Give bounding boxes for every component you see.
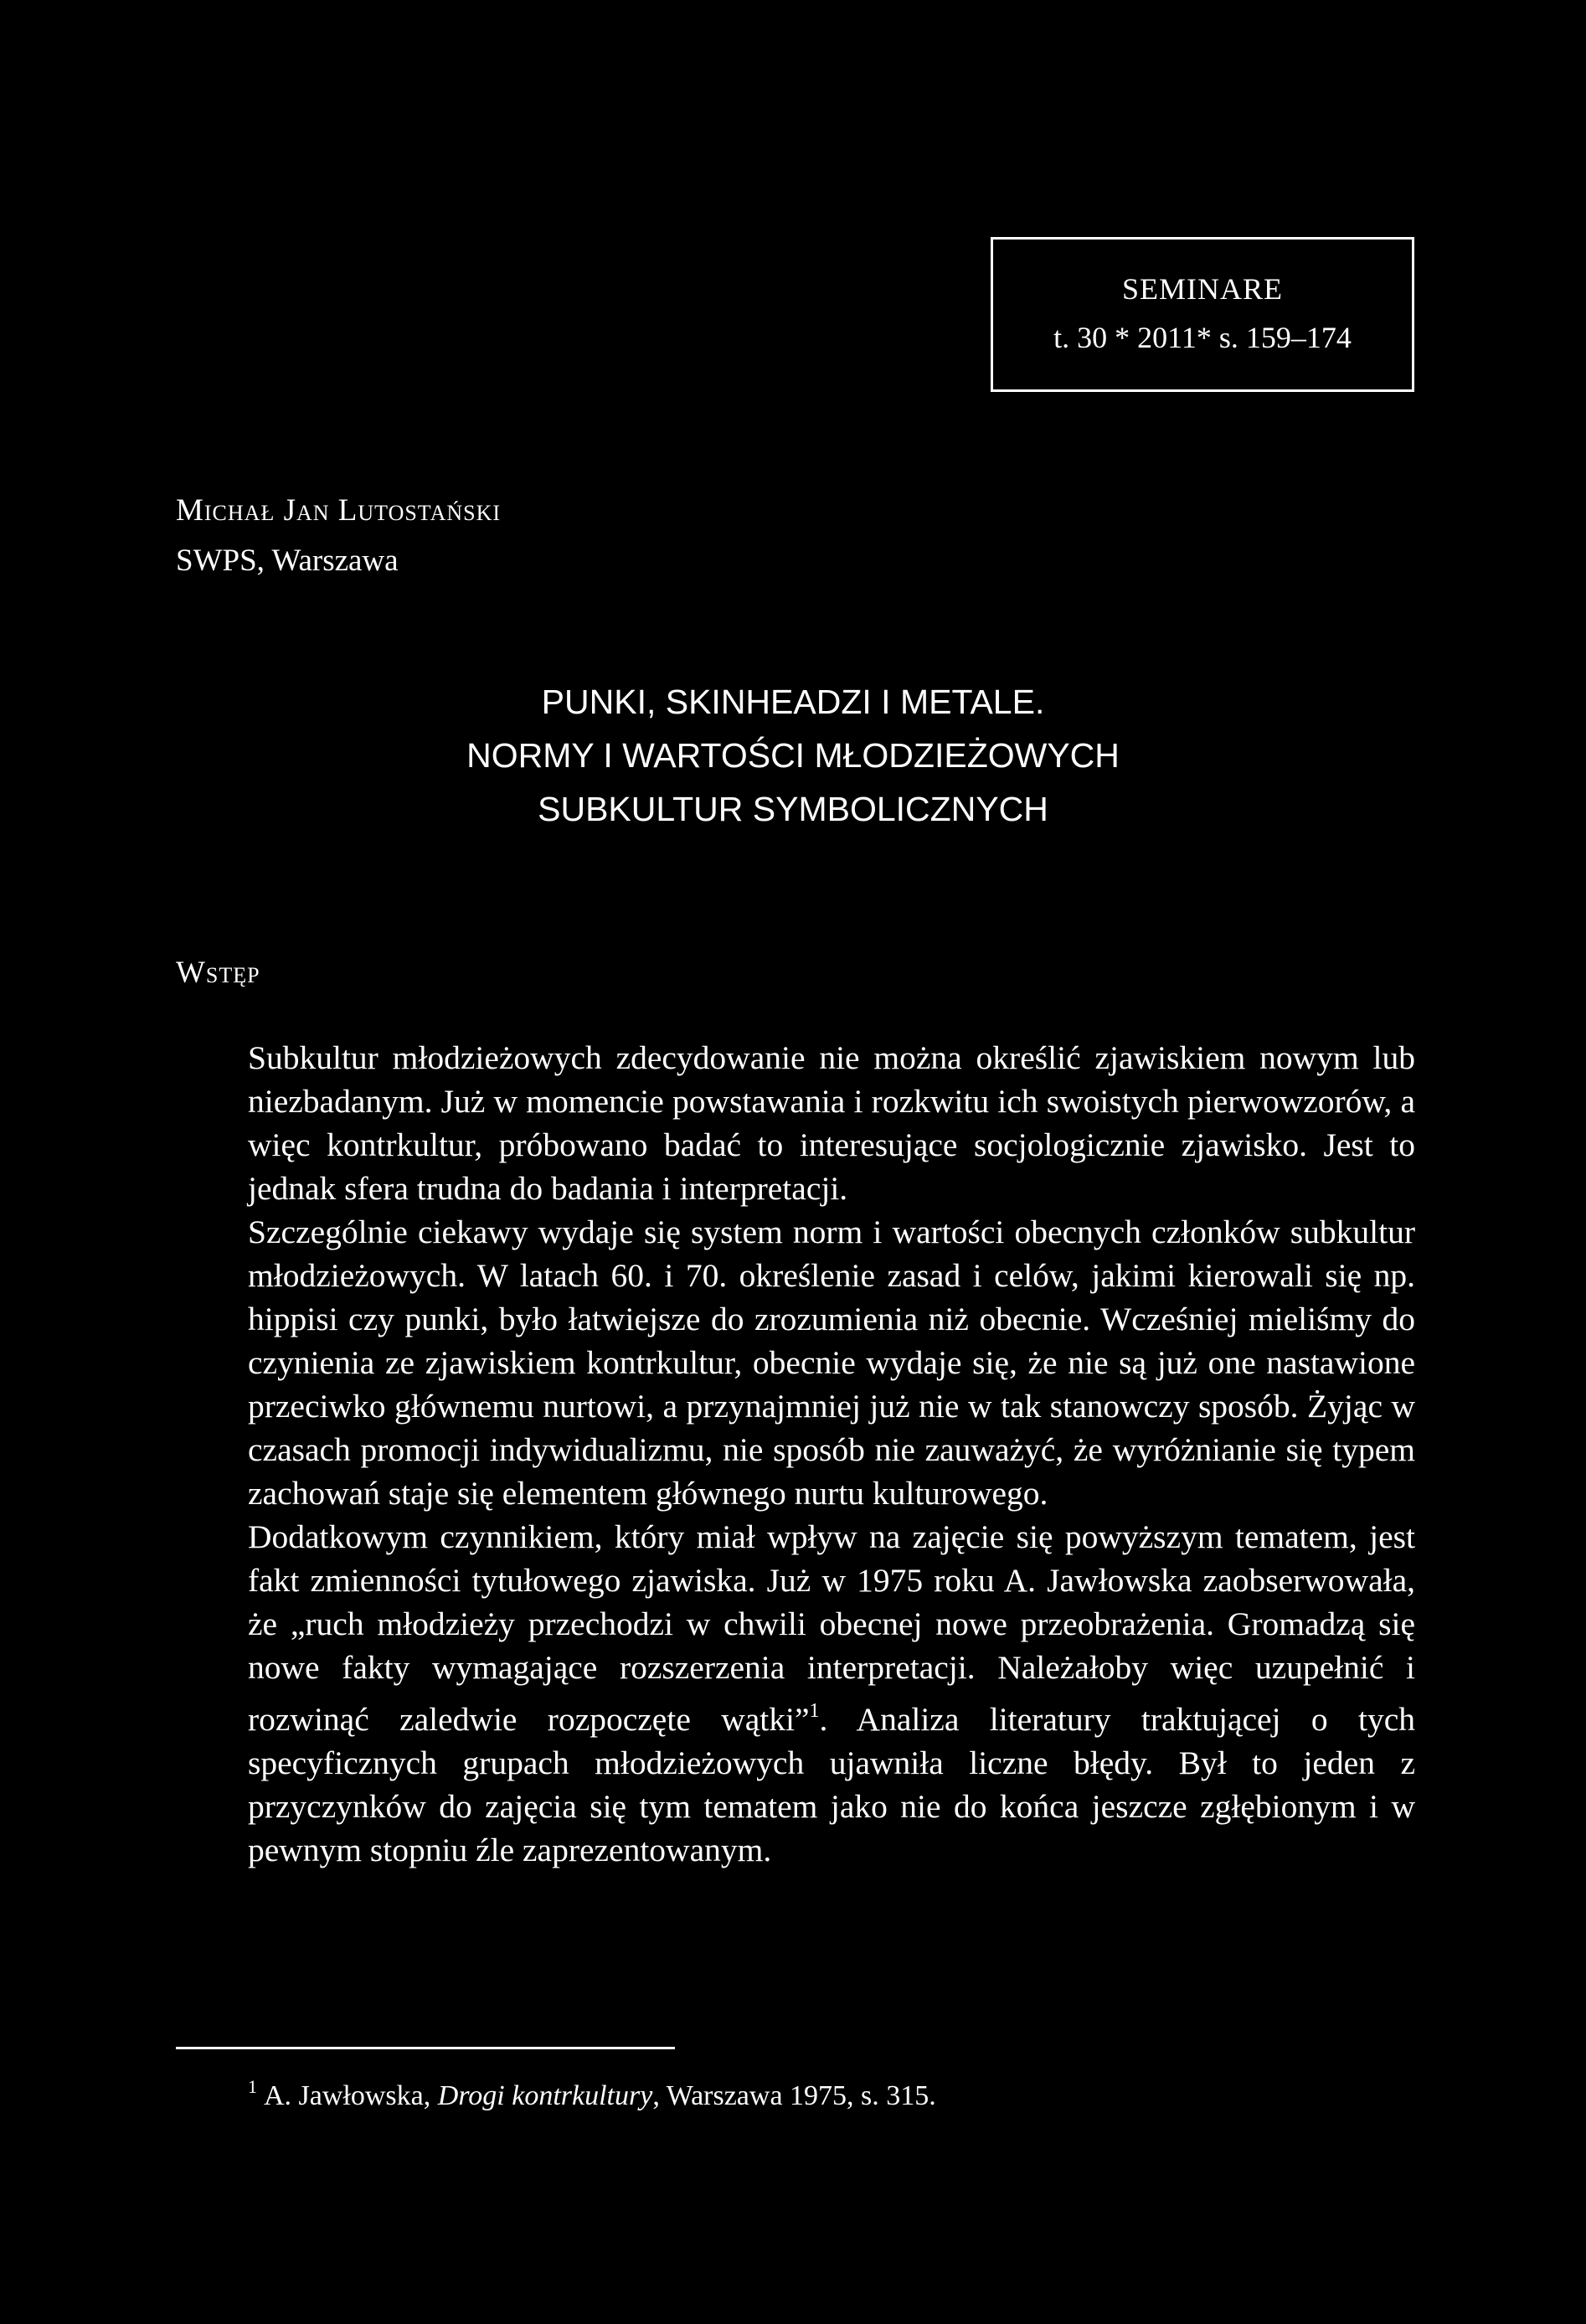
paragraph-3-text-after: . Analiza literatury traktującej o tych specyficznych grupach młodzieżowych ujawniła liczne błędy. Był to jeden z przyczynków do zajęcia się tym tematem jako nie do końca jeszcze zgłębionym i w pewnym stopniu źle zaprezentowanym.	[248, 1701, 1415, 1868]
title-line-2: NORMY I WARTOŚCI MŁODZIEŻOWYCH	[466, 736, 1120, 775]
footnote-reference[interactable]: 1	[809, 1700, 820, 1722]
paragraph-2	[248, 1210, 1415, 1515]
journal-info-box	[991, 237, 1414, 392]
footnote-divider	[176, 2047, 675, 2049]
paragraph-3-text-before: Dodatkowym czynnikiem, który miał wpływ na zajęcie się powyższym tematem, jest fakt zmienności tytułowego zjawiska. Już w 1975 roku A. Jawłowska zaobserwowała, że „ruch młodzieży przechodzi w chwili obecnej nowe przeobrażenia. Gromadzą się nowe fakty wymagające rozszerzenia interpretacji. Należałoby więc uzupełnić i rozwinąć zaledwie rozpoczęte wątki”	[248, 1518, 1415, 1738]
body-text	[248, 1036, 1415, 1872]
title-line-1: PUNKI, SKINHEADZI I METALE.	[541, 683, 1045, 721]
footnote	[248, 2066, 936, 2117]
paragraph-1: Subkultur młodzieżowych zdecydowanie nie można określić zjawiskiem nowym lub niezbadanym. Już w momencie powstawania i rozkwitu ich swoistych pierwowzorów, a więc kontrkultur, próbowano badać to interesujące socjologicznie zjawisko. Jest to jednak sfera trudna do badania i interpretacji.	[248, 1039, 1415, 1207]
footnote-mark: 1	[248, 2076, 257, 2097]
paragraph-3	[248, 1515, 1415, 1872]
author-block	[176, 486, 501, 586]
section-heading: Wstęp	[176, 956, 260, 990]
footnote-work-title: Drogi kontrkultury	[437, 2080, 653, 2111]
journal-citation: t. 30 * 2011* s. 159–174	[1053, 321, 1352, 354]
footnote-author: A. Jawłowska,	[264, 2080, 431, 2111]
author-affiliation: SWPS, Warszawa	[176, 544, 399, 578]
paragraph-2-text: Szczególnie ciekawy wydaje się system norm i wartości obecnych członków subkultur młodzieżowych. W latach 60. i 70. określenie zasad i celów, jakimi kierowali się np. hippisi czy punki, było łatwiejsze do zrozumienia niż obecnie. Wcześniej mieliśmy do czynienia ze zjawiskiem kontrkultur, obecnie wydaje się, że nie są już one nastawione przeciwko głównemu nurtowi, a przynajmniej już nie w tak stanowczy sposób. Żyjąc w czasach promocji indywidualizmu, nie sposób nie zauważyć, że wyróżnianie się typem zachowań staje się elementem głównego nurtu kulturowego.	[248, 1214, 1415, 1512]
article-title	[0, 675, 1586, 836]
author-name: Michał Jan Lutostański	[176, 493, 502, 528]
journal-name: SEMINARE	[1121, 272, 1283, 306]
title-line-3: SUBKULTUR SYMBOLICZNYCH	[538, 790, 1048, 828]
footnote-rest: , Warszawa 1975, s. 315.	[652, 2080, 936, 2111]
